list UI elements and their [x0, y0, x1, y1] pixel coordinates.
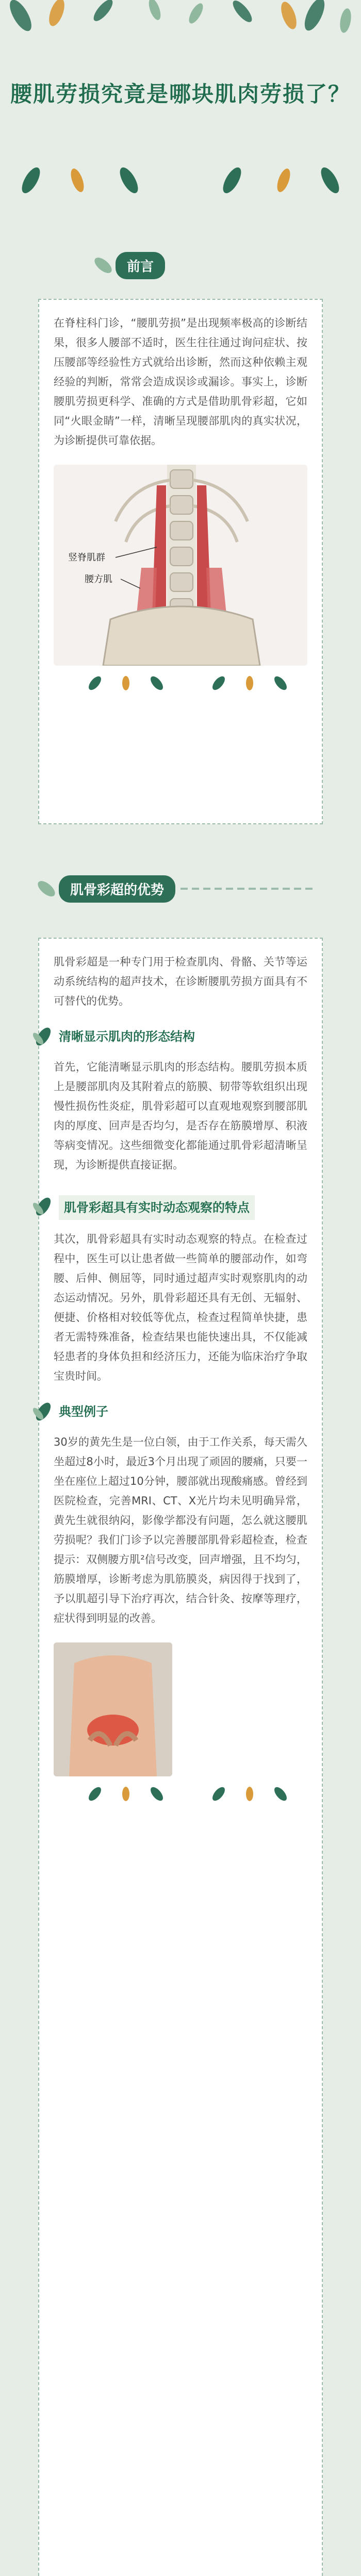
title-leaves-decoration: [0, 155, 361, 201]
page-title: 腰肌劳损究竟是哪块肌肉劳损了？: [10, 81, 351, 107]
section-label-intro: [88, 252, 165, 278]
label-erector-spinae: 竖脊肌群: [68, 552, 105, 563]
card-leaves-decoration: [54, 673, 307, 693]
leaf-icon: [28, 1025, 59, 1048]
spine-muscle-illustration: [54, 465, 307, 666]
back-pain-photo: [54, 1642, 172, 1776]
advantage-intro: 肌骨彩超是一种专门用于检查肌肉、骨骼、关节等运动系统结构的超声技术，在诊断腰肌劳损方面具有不可替代的优势。: [54, 956, 307, 1007]
example-text: 30岁的黄先生是一位白领，由于工作关系，每天需久坐超过8小时，最近3个月出现了顽固的腰痛，只要一坐在座位上超过10分钟，腰部就出现酸痛感。曾经到医院检查，完善MRI、CT、X光片均未见明确异常，黄先生就很纳闷，影像学都没有问题，怎么就这腰肌劳损呢？我们门诊予以完善腰部肌骨彩超检查，检查提示：双侧腰方肌²信号改变，回声增强，且不均匀，筋膜增厚，诊断考虑为肌筋膜炎，病因得于找到了，予以肌超引导下治疗再次，结合针灸、按摩等理疗，症状得到明显的改善。: [54, 1436, 307, 1624]
section-label-advantage: [31, 876, 315, 902]
leaf-icon: [28, 1195, 59, 1218]
label-quadratus-lumborum: 腰方肌: [85, 574, 112, 585]
advantage-card: [38, 938, 323, 2576]
section-title: 前言: [116, 252, 165, 279]
leaf-icon: [28, 1400, 59, 1423]
leaf-icon: [88, 255, 119, 276]
intro-paragraph: 在脊柱科门诊，“腰肌劳损”是出现频率极高的诊断结果，很多人腰部不适时，医生往往通过询问症状、按压腰部等经验性方式就给出诊断，然而这种依赖主观经验的判断，常常会造成误诊或漏诊。事实上，诊断腰肌劳损更科学、准确的方式是借助肌骨彩超，它如同“火眼金睛”一样，清晰呈现腰部肌肉的真实状况，为诊断提供可靠依据。: [54, 317, 307, 447]
dynamic-text: 其次，肌骨彩超具有实时动态观察的特点。在检查过程中，医生可以让患者做一些简单的腰部动作，如弯腰、后伸、侧屈等，同时通过超声实时观察肌肉的动态运动情况。另外，肌骨彩超还具有无创、无辐射、便捷、价格相对较低等优点，检查过程简单快捷，患者无需特殊准备，检查结果也能快速出具，不仅能减轻患者的身体负担和经济压力，还能为临床治疗争取宝贵时间。: [54, 1233, 307, 1382]
card-leaves-decoration: [54, 1784, 307, 1804]
subheading-morphology: 清晰显示肌肉的形态结构: [28, 1025, 307, 1048]
morphology-text: 首先，它能清晰显示肌肉的形态结构。腰肌劳损本质上是腰部肌肉及其附着点的筋膜、韧带等软组织出现慢性损伤性炎症，肌骨彩超可以直观地观察到腰部肌肉的厚度、回声是否均匀，是否存在筋膜增厚、积液等病变情况。这些细微变化都能通过肌骨彩超清晰呈现，为诊断提供直接证据。: [54, 1061, 307, 1171]
subheading-dynamic: 肌骨彩超具有实时动态观察的特点: [28, 1195, 307, 1220]
subheading-example: 典型例子: [28, 1400, 307, 1423]
leaf-icon: [31, 878, 62, 899]
intro-card: [38, 299, 323, 824]
divider: [180, 888, 315, 890]
top-leaves-decoration: [0, 0, 361, 46]
section-title: 肌骨彩超的优势: [59, 875, 175, 903]
